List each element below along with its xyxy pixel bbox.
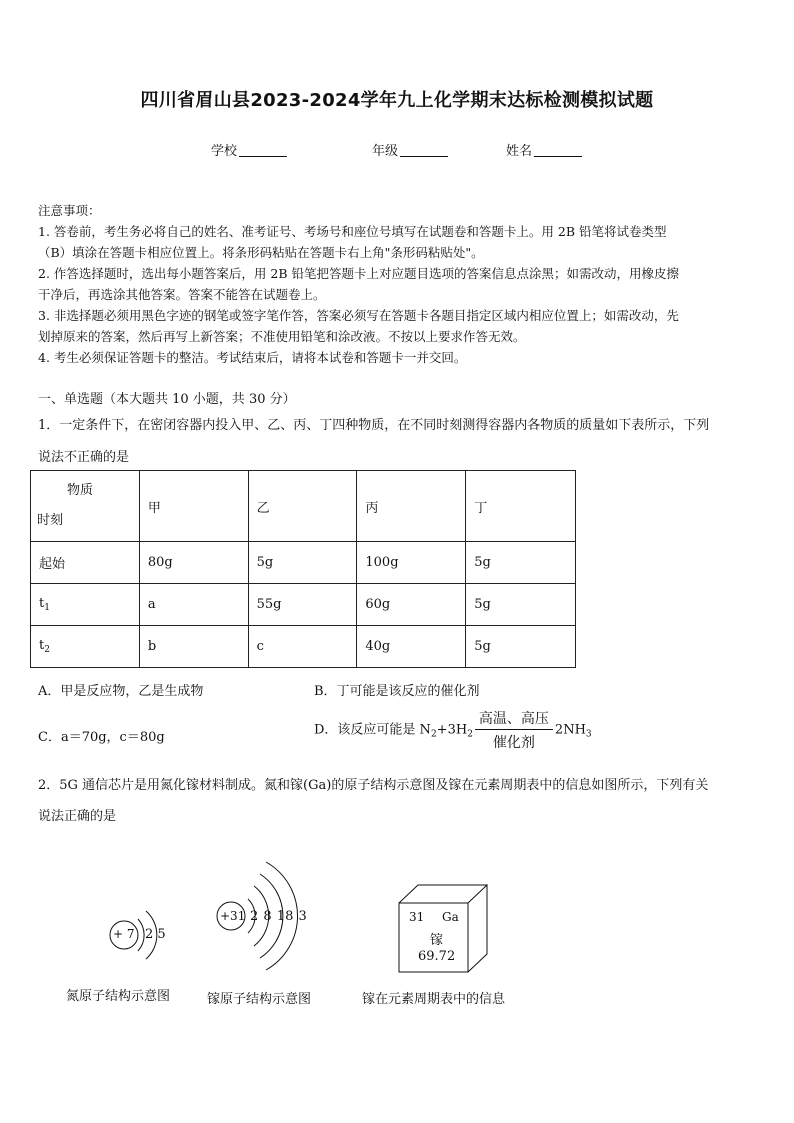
note-4: 4. 考生必须保证答题卡的整洁。考试结束后，请将本试卷和答题卡一并交回。: [38, 350, 467, 365]
n2-subscript: 2: [430, 729, 437, 740]
nitrogen-shell-arc: [138, 919, 144, 951]
table-cell: 5g: [466, 584, 576, 626]
mass-table: [30, 470, 576, 668]
table-cell: 80g: [139, 542, 248, 584]
element-symbol: Ga: [442, 910, 459, 924]
table-row: [31, 542, 576, 584]
q1-option-d: [314, 708, 592, 752]
school-blank: [239, 142, 287, 157]
nitrogen-nucleus: + 7: [113, 927, 135, 941]
table-cell: 5g: [248, 542, 357, 584]
school-label: 学校: [211, 144, 238, 159]
row-label-text: t: [39, 638, 45, 653]
row-label-text: t: [39, 596, 45, 611]
nitrogen-shells: 2 5: [145, 927, 166, 942]
table-cell: b: [139, 626, 248, 668]
name-label: 姓名: [506, 144, 533, 159]
nh3-subscript: 3: [585, 729, 592, 740]
nitrogen-atom-diagram: [100, 895, 180, 975]
table-corner-cell: [31, 471, 140, 542]
q1-option-c: C．a＝70g，c＝80g: [38, 730, 165, 745]
table-row: [31, 584, 576, 626]
note-1b: （B）填涂在答题卡相应位置上。将条形码粘贴在答题卡右上角"条形码粘贴处"。: [38, 245, 484, 260]
atomic-mass: 69.72: [418, 949, 456, 964]
table-cell: 60g: [357, 584, 466, 626]
grade-field: [372, 140, 448, 159]
periodic-caption: 镓在元素周期表中的信息: [362, 992, 506, 1007]
atomic-number: 31: [409, 910, 425, 924]
gallium-shells: 2 8 18 3: [250, 909, 307, 924]
q1-stem-line1: 1．一定条件下，在密闭容器内投入甲、乙、丙、丁四种物质，在不同时刻测得容器内各物质的质量如下表所示，下列: [38, 418, 710, 433]
table-header-cell: 丁: [466, 471, 576, 542]
row-label: [31, 584, 140, 626]
row-label-sub: 2: [44, 645, 50, 655]
table-cell: 55g: [248, 584, 357, 626]
note-3a: 3. 非选择题必须用黑色字迹的钢笔或签字笔作答，答案必须写在答题卡各题目指定区域内相应位置上；如需改动，先: [38, 308, 679, 323]
table-header-cell: 甲: [139, 471, 248, 542]
q1-option-a: A．甲是反应物，乙是生成物: [38, 684, 204, 699]
section-heading: 一、单选题（本大题共 10 小题，共 30 分）: [38, 392, 296, 407]
table-row: [31, 626, 576, 668]
corner-time: 时刻: [37, 513, 64, 528]
table-cell: 100g: [357, 542, 466, 584]
table-header-cell: 丙: [357, 471, 466, 542]
notes-heading: 注意事项：: [38, 203, 101, 218]
option-d-prefix: D．该反应可能是 N: [314, 722, 431, 738]
table-cell: a: [139, 584, 248, 626]
periodic-cell-box: [396, 880, 496, 980]
h2-subscript: 2: [467, 729, 473, 740]
gallium-nucleus: +31: [220, 909, 246, 923]
reaction-conditions: [475, 708, 553, 752]
name-blank: [534, 142, 582, 157]
row-label-sub: 1: [44, 603, 50, 613]
table-cell: 5g: [466, 626, 576, 668]
nitrogen-caption: 氮原子结构示意图: [66, 989, 171, 1004]
box-side: [468, 885, 487, 972]
school-field: [211, 140, 287, 159]
grade-blank: [400, 142, 448, 157]
q1-option-b: B．丁可能是该反应的催化剂: [314, 684, 480, 699]
grade-label: 年级: [372, 144, 399, 159]
note-3b: 划掉原来的答案，然后再写上新答案；不准使用铅笔和涂改液。不按以上要求作答无效。: [38, 329, 526, 344]
option-d-plus: +3H: [436, 722, 468, 738]
notes-block: [38, 200, 679, 368]
condition-bottom: 催化剂: [492, 735, 535, 751]
q1-stem-line2: 说法不正确的是: [38, 450, 130, 465]
table-header-row: [31, 471, 576, 542]
table-cell: 5g: [466, 542, 576, 584]
table-cell: 40g: [357, 626, 466, 668]
row-label: 起始: [31, 542, 140, 584]
note-1a: 1. 答卷前，考生务必将自己的姓名、准考证号、考场号和座位号填写在试题卷和答题卡上。用 2B 铅笔将试卷类型: [38, 224, 667, 239]
name-field: [506, 140, 582, 159]
q2-stem-line1: 2．5G 通信芯片是用氮化镓材料制成。氮和镓(Ga)的原子结构示意图及镓在元素周期表中的信息如图所示，下列有关: [38, 778, 709, 793]
table-cell: c: [248, 626, 357, 668]
note-2a: 2. 作答选择题时，选出每小题答案后，用 2B 铅笔把答题卡上对应题目选项的答案信息点涂黑；如需改动，用橡皮擦: [38, 266, 679, 281]
q2-stem-line2: 说法正确的是: [38, 809, 117, 824]
gallium-caption: 镓原子结构示意图: [207, 992, 312, 1007]
box-top: [399, 885, 487, 903]
row-label: [31, 626, 140, 668]
element-name: 镓: [430, 933, 444, 948]
note-2b: 干净后，再选涂其他答案。答案不能答在试题卷上。: [38, 287, 326, 302]
option-d-product: 2NH: [554, 722, 586, 738]
page-title: 四川省眉山县2023-2024学年九上化学期末达标检测模拟试题: [140, 90, 654, 111]
table-header-cell: 乙: [248, 471, 357, 542]
corner-substance: 物质: [67, 483, 94, 498]
condition-top: 高温、高压: [475, 708, 553, 730]
